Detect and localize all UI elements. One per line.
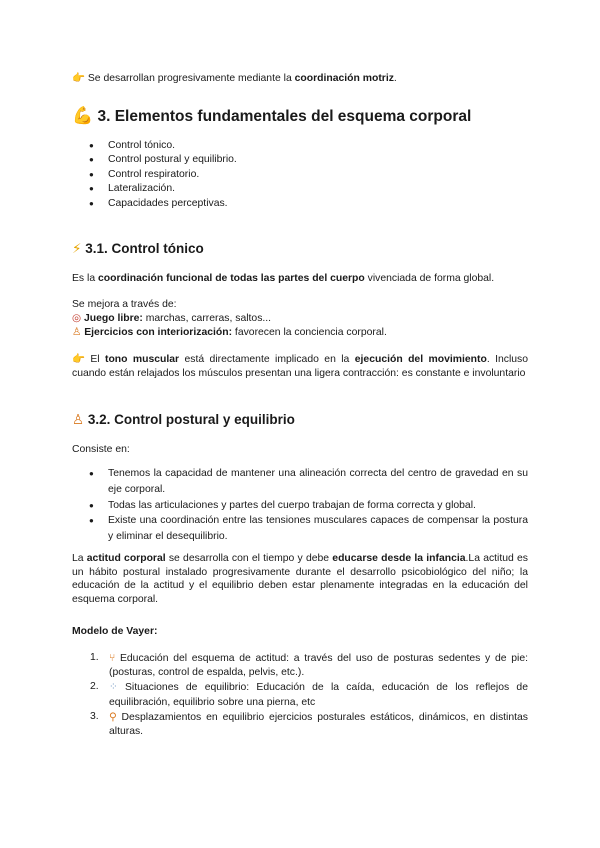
lightning-icon: ⚡ xyxy=(72,241,82,257)
mejora-label: Se mejora a través de: xyxy=(72,299,177,310)
mejora-item: ◎ Juego libre: marchas, carreras, saltos... xyxy=(72,312,272,324)
target-icon: ◎ xyxy=(72,312,82,324)
section-3-heading: 💪 3. Elementos fundamentales del esquema corporal xyxy=(72,106,472,126)
tono-muscular-paragraph: 👉 El tono muscular está directamente implicado en la ejecución del movimiento. Incluso cuando están relajados los músculos presentan una ligera contracción: es constante e involuntario xyxy=(72,353,529,379)
list-item: 1. ⑂ Educación del esquema de actitud: a través del uso de posturas sedentes y de pie: (posturas, control de espalda, pelvis, etc.). xyxy=(90,652,528,679)
elements-list xyxy=(72,139,528,211)
flexed-bicep-icon: 💪 xyxy=(72,106,94,126)
list-item: ● Control postural y equilibrio. xyxy=(72,153,528,167)
list-item: ● Tenemos la capacidad de mantener una alineación correcta del centro de gravedad en su eje corporal. xyxy=(72,466,528,498)
standing-person-icon: ♙ xyxy=(72,412,85,428)
intro-paragraph: 👉 Se desarrollan progresivamente mediante la coordinación motriz. xyxy=(72,72,397,84)
modelo-title: Modelo de Vayer: xyxy=(72,626,158,637)
list-item: ● Control tónico. xyxy=(72,139,528,153)
list-item: ● Existe una coordinación entre las tensiones musculares capaces de compensar la postura y eliminar el desequilibrio. xyxy=(72,513,528,545)
vayer-list xyxy=(72,651,528,739)
meditation-icon: ♙ xyxy=(72,326,82,338)
pointing-hand-icon: 👉 xyxy=(72,353,85,365)
consiste-label: Consiste en: xyxy=(72,444,130,455)
postural-list xyxy=(72,466,528,545)
list-item: 2. ⁘ Situaciones de equilibrio: Educación de la caída, educación de los reflejos de equilibración, equilibrio sobre una pierna, etc xyxy=(90,681,528,708)
section-3-1-heading: ⚡ 3.1. Control tónico xyxy=(72,241,204,257)
chair-icon: ⑂ xyxy=(109,652,116,664)
list-item: ● Control respiratorio. xyxy=(72,168,528,182)
pointing-hand-icon: 👉 xyxy=(72,72,85,84)
walking-person-icon: ⚲ xyxy=(109,710,117,723)
list-item: ● Lateralización. xyxy=(72,182,528,196)
dizzy-stars-icon: ⁘ xyxy=(109,681,118,694)
section-3-2-heading: ♙ 3.2. Control postural y equilibrio xyxy=(72,412,295,428)
list-item: ● Capacidades perceptivas. xyxy=(72,197,528,211)
list-item: ● Todas las articulaciones y partes del cuerpo trabajan de forma correcta y global. xyxy=(72,498,528,514)
mejora-item: ♙ Ejercicios con interiorización: favorecen la conciencia corporal. xyxy=(72,326,387,338)
list-item: 3. ⚲ Desplazamientos en equilibrio ejercicios posturales estáticos, dinámicos, en distintas alturas. xyxy=(90,710,528,738)
tonico-definition: Es la coordinación funcional de todas las partes del cuerpo vivenciada de forma global. xyxy=(72,273,495,284)
actitud-paragraph: La actitud corporal se desarrolla con el tiempo y debe educarse desde la infancia.La actitud es un hábito postural instalado progresivamente durante el desarrollo psicobiológico del niño; la educación de la actitud y el equilibrio deben estar plenamente integradas en la educación del esquema corporal. xyxy=(72,553,528,605)
